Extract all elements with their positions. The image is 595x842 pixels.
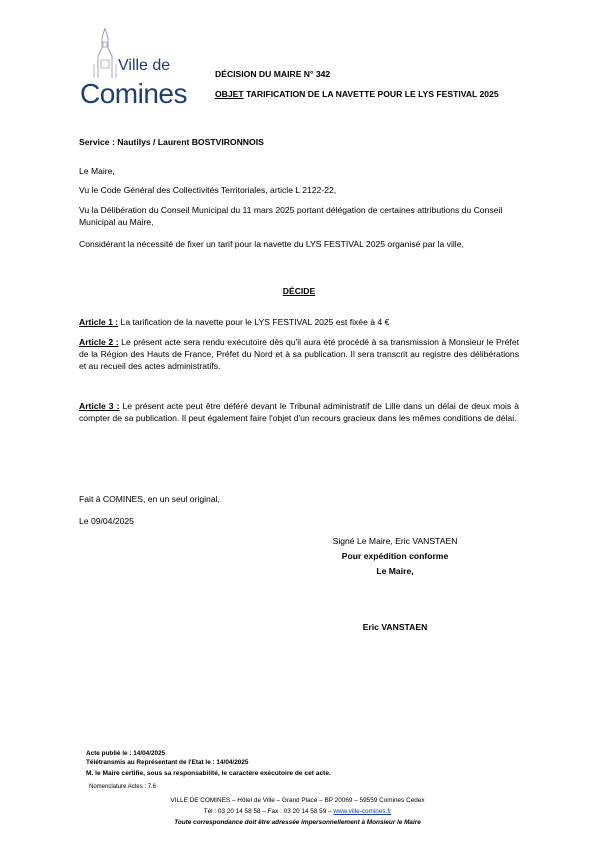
signature-name: Eric VANSTAEN	[362, 622, 428, 632]
article-label: Article 1 :	[79, 317, 119, 327]
closing-date: Le 09/04/2025	[79, 516, 134, 526]
decision-object	[215, 88, 515, 100]
objet-label: OBJET	[215, 89, 244, 99]
article-text: La tarification de la navette pour le LYS FESTIVAL 2025 est fixée à 4 €	[118, 317, 390, 327]
church-tower-icon	[90, 28, 120, 78]
article-label: Article 3 :	[79, 401, 120, 411]
signature-le-maire: Le Maire,	[376, 566, 414, 576]
decision-number: DÉCISION DU MAIRE N° 342	[215, 69, 331, 79]
article-text: Le présent acte sera rendu exécutoire dès qu'il aura été procédé à sa transmission à Monsieur le Préfet de la Région des Hauts de France, Préfet du Nord et à sa publication. Il sera transcrit au registre des délibérations et au recueil des actes administratifs.	[79, 337, 519, 371]
article-text: Le présent acte peut être déféré devant le Tribunal administratif de Lille dans un délai de deux mois à compter de sa publication. Il peut également faire l'objet d'un recours gracieux dans les mêmes conditions de délai.	[79, 401, 520, 423]
footer-mention: Toute correspondance doit être adressée impersonnellement à Monsieur le Maire	[174, 819, 421, 826]
decide-heading: DÉCIDE	[282, 286, 316, 296]
city-logo	[80, 28, 195, 108]
footer-tel: Tél : 03 20 14 58 58 – Fax : 03 20 14 58 59 –	[203, 808, 334, 815]
article-3	[79, 400, 519, 424]
logo-line1: Ville de	[118, 57, 171, 74]
article-label: Article 2 :	[79, 337, 119, 347]
fait-a: Fait à COMINES, en un seul original,	[79, 494, 220, 504]
footer-publie: Acte publié le : 14/04/2025	[86, 750, 166, 757]
article-2	[79, 336, 519, 372]
footer-certifie: M. le Maire certifie, sous sa responsabilité, le caractère exécutoire de cet acte.	[86, 770, 331, 777]
decision-title-block	[215, 68, 515, 100]
signature-signe: Signé Le Maire, Eric VANSTAEN	[332, 536, 458, 546]
footer-teletransmis: Télétransmis au Représentant de l'Etat le : 14/04/2025	[86, 759, 249, 766]
footer-address: VILLE DE COMINES – Hôtel de Ville – Grand Place – BP 20069 – 59559 Comines Cedex	[170, 797, 425, 804]
considerant: Considérant la nécessité de fixer un tarif pour la navette du LYS FESTIVAL 2025 organisé par la ville,	[79, 239, 464, 249]
article-1	[79, 316, 519, 328]
objet-text: TARIFICATION DE LA NAVETTE POUR LE LYS FESTIVAL 2025	[243, 89, 499, 99]
vu-code: Vu le Code Général des Collectivités Territoriales, article L 2122-22,	[79, 185, 337, 195]
footer-nomenclature: Nomenclature Actes : 7.6	[89, 784, 157, 790]
service-line: Service : Nautilys / Laurent BOSTVIRONNOIS	[79, 137, 264, 147]
website-link[interactable]: www.ville-comines.fr	[333, 808, 392, 815]
footer-contact	[0, 807, 595, 817]
signature-expedition: Pour expédition conforme	[341, 551, 449, 561]
vu-deliberation: Vu la Délibération du Conseil Municipal du 11 mars 2025 portant délégation de certaines attributions du Conseil Municipal au Maire,	[79, 205, 503, 227]
le-maire: Le Maire,	[79, 166, 115, 176]
logo-line2: Comines	[80, 78, 187, 109]
